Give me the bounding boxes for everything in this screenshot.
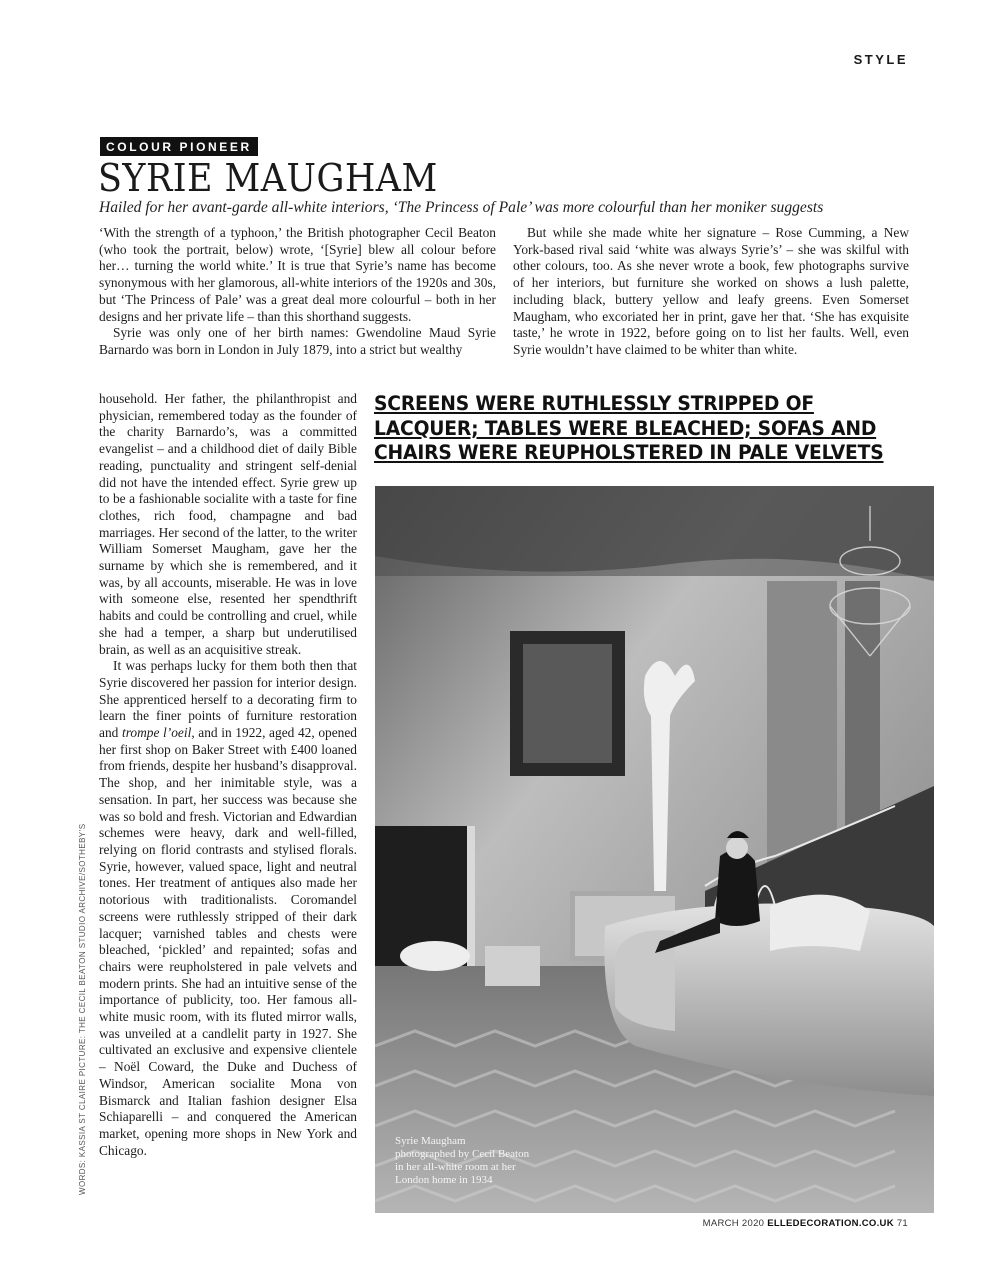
body-text: It was perhaps lucky for them both then that Syrie discovered her passion for interior design. She apprenticed herself to a decorating firm to learn the finer points of furniture restoration and: [99, 658, 357, 741]
footer-date: MARCH 2020: [702, 1218, 765, 1229]
page-footer: [703, 1218, 908, 1229]
caption-line: photographed by Cecil Beaton: [395, 1148, 530, 1160]
section-label: STYLE: [853, 52, 908, 67]
page-number: 71: [896, 1218, 908, 1229]
photo-illustration: [375, 486, 934, 1213]
body-paragraph: [99, 658, 357, 1159]
caption-line: Syrie Maugham: [395, 1135, 466, 1147]
footer-site: ELLEDECORATION.CO.UK: [767, 1218, 894, 1229]
body-paragraph: But while she made white her signature – Rose Cumming, a New York-based rival said ‘white was always Syrie’s’ – she was skilful with other colours, too. As she never wrote a book, few photographs survive of her interiors, but furniture she worked on shows a lush palette, including black, buttery yellow and leafy greens. Even Somerset Maugham, who excoriated her in print, gave her that. ‘She has exquisite taste,’ he wrote in 1922, before going on to list her faults. Well, even Syrie wouldn’t have claimed to be whiter than white.: [513, 225, 909, 357]
photo-credit: WORDS: KASSIA ST CLAIRE PICTURE: THE CECIL BEATON STUDIO ARCHIVE/SOTHEBY’S: [78, 823, 87, 1195]
body-text-italic: trompe l’oeil: [121, 725, 192, 741]
body-column-right: [513, 225, 909, 359]
body-paragraph: household. Her father, the philanthropist and physician, remembered today as the founder of the charity Barnardo’s, was a committed evangelist – and a childhood diet of daily Bible reading, punctuality and stringent self-denial did not have the intended effect. Syrie grew up to be a fashionable socialite with a taste for fine clothes, rich food, champagne and bad marriages. Her second of the latter, to the writer William Somerset Maugham, gave her the surname by which she is remembered, and it was, by all accounts, miserable. He was in love with someone else, resented her spendthrift habits and could be controlling and cruel, while she had a temper, a sharp but underutilised brain, as well as an acquisitive streak.: [99, 391, 357, 657]
caption-line: in her all-white room at her: [395, 1161, 516, 1173]
standfirst: Hailed for her avant-garde all-white interiors, ‘The Princess of Pale’ was more colourful than her moniker suggests: [99, 199, 824, 216]
body-paragraph: Syrie was only one of her birth names: Gwendoline Maud Syrie Barnardo was born in London in July 1879, into a strict but wealthy: [99, 325, 496, 357]
body-text: , and in 1922, aged 42, opened her first shop on Baker Street with £400 loaned from friends, despite her husband’s disapproval. The shop, and her inimitable style, was a sensation. In part, her success was because she was so bold and fresh. Victorian and Edwardian schemes were heavy, dark and well-filled, relying on florid contrasts and stylised florals. Syrie, however, valued space, light and neutral tones. Her treatment of antiques also made her notorious with traditionalists. Coromandel screens were ruthlessly stripped of their dark lacquer; varnished tables and chests were bleached, ‘pickled’ and repainted; sofas and chairs were reupholstered in pale velvets and modern prints. She had an intuitive sense of the importance of publicity, too. Her famous all-white music room, with its fluted mirror walls, was unveiled at a candlelit party in 1927. She cultivated an exclusive and expensive clientele – Noël Coward, the Duke and Duchess of Windsor, American socialite Mona von Bismarck and Italian fashion designer Elsa Schiaparelli – and conquered the American market, opening more shops in New York and Chicago.: [99, 725, 358, 1158]
caption-line: London home in 1934: [395, 1174, 493, 1186]
pull-quote: SCREENS WERE RUTHLESSLY STRIPPED OF LACQUER; TABLES WERE BLEACHED; SOFAS AND CHAIRS WERE REUPHOLSTERED IN PALE VELVETS: [374, 392, 884, 464]
photo-caption: [395, 1135, 565, 1187]
photo-syrie-maugham-room: [375, 486, 934, 1213]
kicker-label: COLOUR PIONEER: [100, 137, 258, 156]
body-column-left-narrow: [99, 391, 357, 1159]
article-title: SYRIE MAUGHAM: [98, 156, 438, 200]
body-column-left: [99, 225, 496, 359]
body-paragraph: ‘With the strength of a typhoon,’ the British photographer Cecil Beaton (who took the portrait, below) wrote, ‘[Syrie] blew all colour before her… turning the world white.’ It is true that Syrie’s name has become synonymous with her glamorous, all-white interiors of the 1920s and 30s, but ‘The Princess of Pale’ was a great deal more colourful – both in her designs and her private life – than this shorthand suggests.: [99, 225, 496, 324]
